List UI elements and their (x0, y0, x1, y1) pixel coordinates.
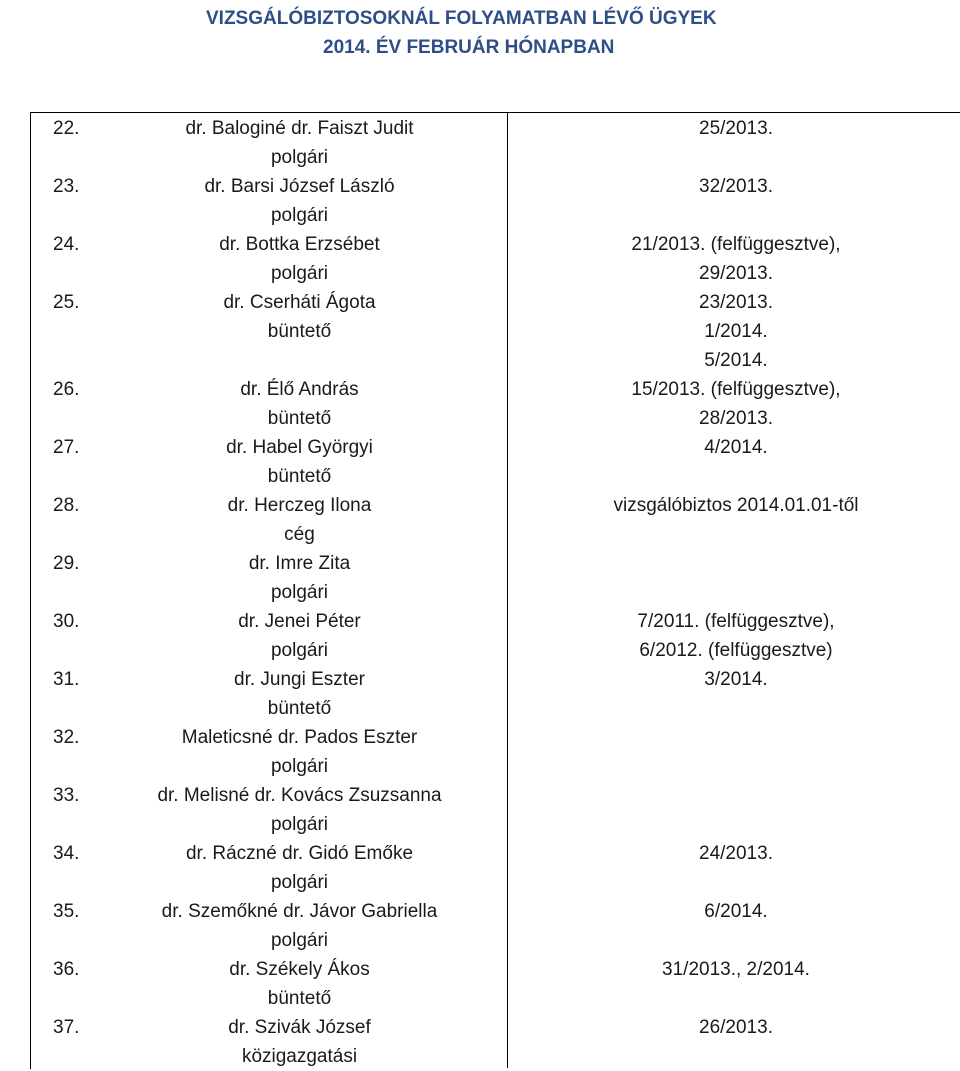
row-number: 25. (53, 292, 80, 313)
case-type: polgári (270, 147, 329, 168)
row-number: 35. (53, 901, 80, 922)
case-numbers-cell (508, 375, 960, 433)
investigator-name: dr. Jungi Eszter (234, 669, 365, 690)
investigator-name: dr. Jenei Péter (238, 611, 361, 632)
case-type: polgári (270, 930, 329, 951)
case-number: 25/2013. (699, 118, 773, 139)
title-line-1: VIZSGÁLÓBIZTOSOKNÁL FOLYAMATBAN LÉVŐ ÜGYEK (206, 8, 717, 29)
case-numbers-cell (508, 230, 960, 288)
row-number: 26. (53, 379, 80, 400)
case-number: 29/2013. (699, 263, 773, 284)
investigator-cell (91, 491, 508, 549)
investigator-cell (91, 549, 508, 607)
investigator-name: Maleticsné dr. Pados Eszter (181, 727, 418, 748)
investigator-cell (91, 897, 508, 955)
row-number: 33. (53, 785, 80, 806)
case-numbers-cell (508, 955, 960, 984)
case-type: polgári (270, 872, 329, 893)
investigator-cell (91, 781, 508, 839)
investigator-name: dr. Szemőkné dr. Jávor Gabriella (161, 901, 438, 922)
case-numbers-cell (508, 172, 960, 201)
investigator-name: dr. Baloginé dr. Faiszt Judit (185, 118, 414, 139)
case-numbers-cell (508, 491, 960, 520)
investigator-cell (91, 433, 508, 491)
case-numbers-cell (508, 839, 960, 868)
row-number: 23. (53, 176, 80, 197)
case-number: 23/2013. (699, 292, 773, 313)
investigator-cell (91, 375, 508, 433)
case-number: 32/2013. (699, 176, 773, 197)
investigator-cell (91, 607, 508, 665)
case-number: 3/2014. (704, 669, 768, 690)
case-numbers-cell (508, 433, 960, 462)
title-line-2: 2014. ÉV FEBRUÁR HÓNAPBAN (323, 37, 615, 58)
case-number: 1/2014. (704, 321, 768, 342)
case-type: cég (284, 524, 315, 545)
investigator-name: dr. Élő András (240, 379, 359, 400)
case-number: 4/2014. (704, 437, 768, 458)
page-title (206, 4, 766, 62)
case-number: 28/2013. (699, 408, 773, 429)
case-number: 6/2012. (felfüggesztve) (639, 640, 833, 661)
case-number: 24/2013. (699, 843, 773, 864)
investigator-cell (91, 665, 508, 723)
case-numbers-cell (508, 288, 960, 375)
row-number: 28. (53, 495, 80, 516)
investigator-name: dr. Barsi József László (204, 176, 395, 197)
investigator-cell (91, 723, 508, 781)
investigator-name: dr. Székely Ákos (229, 959, 370, 980)
investigator-name: dr. Herczeg Ilona (227, 495, 372, 516)
case-type: büntető (267, 698, 332, 719)
case-type: polgári (270, 582, 329, 603)
row-number: 30. (53, 611, 80, 632)
investigator-name: dr. Ráczné dr. Gidó Emőke (185, 843, 414, 864)
row-number: 31. (53, 669, 80, 690)
column-divider (507, 112, 508, 1068)
row-number: 34. (53, 843, 80, 864)
investigator-name: dr. Cserháti Ágota (223, 292, 376, 313)
case-number: 7/2011. (felfüggesztve), (637, 611, 835, 632)
case-type: büntető (267, 988, 332, 1009)
investigator-name: dr. Szivák József (228, 1017, 371, 1038)
case-numbers-cell (508, 665, 960, 694)
investigator-name: dr. Bottka Erzsébet (219, 234, 380, 255)
investigator-name: dr. Imre Zita (248, 553, 351, 574)
case-numbers-cell (508, 607, 960, 665)
case-number: 6/2014. (704, 901, 768, 922)
row-number: 37. (53, 1017, 80, 1038)
investigator-cell (91, 230, 508, 288)
investigator-cell (91, 114, 508, 172)
row-number: 27. (53, 437, 80, 458)
row-number: 29. (53, 553, 80, 574)
case-type: büntető (267, 321, 332, 342)
case-number: 26/2013. (699, 1017, 773, 1038)
investigator-cell (91, 839, 508, 897)
investigator-cell (91, 172, 508, 230)
case-type: polgári (270, 814, 329, 835)
case-type: polgári (270, 205, 329, 226)
case-number: 5/2014. (704, 350, 768, 371)
investigator-name: dr. Habel Györgyi (226, 437, 373, 458)
case-number: 31/2013., 2/2014. (662, 959, 810, 980)
row-number: 32. (53, 727, 80, 748)
row-number: 22. (53, 118, 80, 139)
case-type: polgári (270, 263, 329, 284)
case-numbers-cell (508, 1013, 960, 1042)
case-type: büntető (267, 408, 332, 429)
case-number: 15/2013. (felfüggesztve), (631, 379, 841, 400)
case-numbers-cell (508, 114, 960, 143)
case-number: 21/2013. (felfüggesztve), (631, 234, 841, 255)
row-number: 36. (53, 959, 80, 980)
case-type: büntető (267, 466, 332, 487)
row-number: 24. (53, 234, 80, 255)
investigator-name: dr. Melisné dr. Kovács Zsuzsanna (157, 785, 442, 806)
case-numbers-cell (508, 897, 960, 926)
investigator-cell (91, 955, 508, 1013)
investigator-cell (91, 1013, 508, 1071)
cases-table (30, 112, 960, 1069)
case-type: polgári (270, 756, 329, 777)
investigator-cell (91, 288, 508, 346)
case-type: közigazgatási (241, 1046, 358, 1067)
case-number: vizsgálóbiztos 2014.01.01-től (613, 495, 859, 516)
case-type: polgári (270, 640, 329, 661)
